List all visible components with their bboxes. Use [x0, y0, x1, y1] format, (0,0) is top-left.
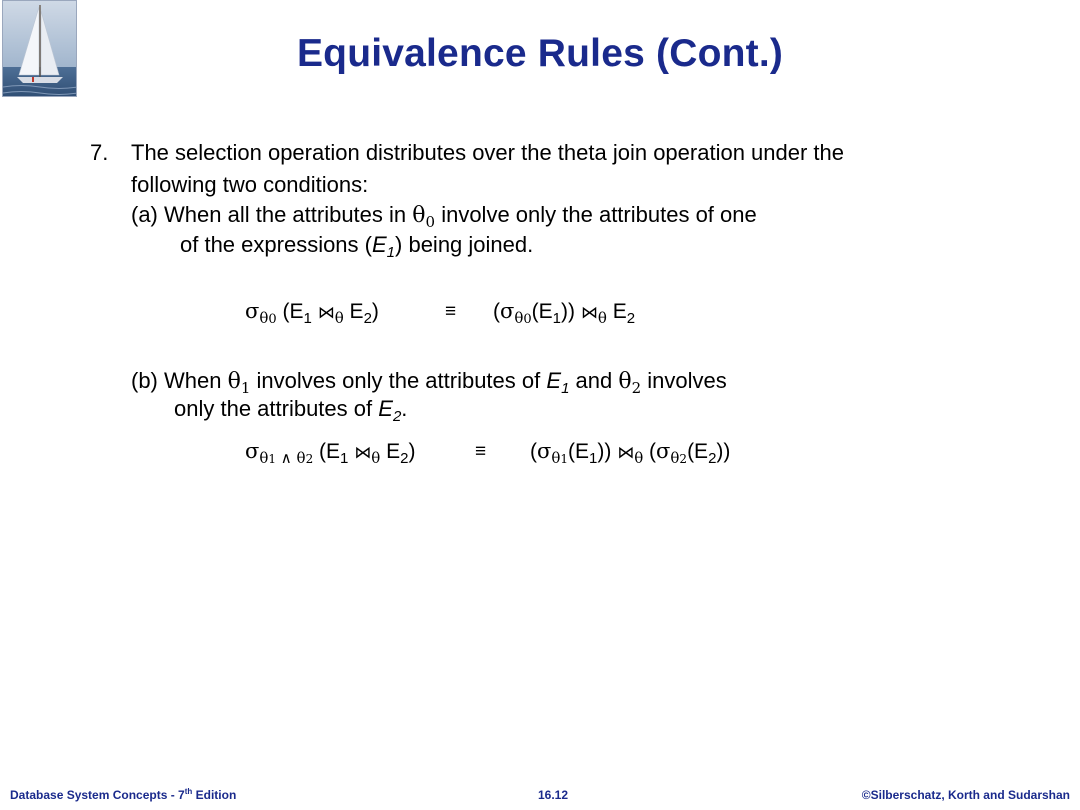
theta1-symbol: $\theta_1$ — [227, 369, 251, 397]
condition-a-text2: involve only the attributes of one — [441, 202, 757, 227]
rule-number: 7. — [90, 140, 109, 165]
e2-expr: $E_2$ — [378, 396, 402, 425]
condition-a-line2 — [180, 232, 534, 261]
formula-b-lhs: $\sigma_{\theta 1 \wedge \theta 2}$ ($E_1$ $⋈_\theta$ $E_2$) — [245, 439, 416, 467]
formula-b-equiv: ≡ — [475, 441, 487, 462]
condition-a-line2-text: of the expressions ( — [180, 232, 372, 257]
formula-a-rhs: $(\sigma_{\theta 0}(E_1))$ $⋈_\theta$ $E_2$ — [493, 299, 636, 327]
footer-slide-number: 16.12 — [538, 788, 569, 802]
rule-intro-line1: The selection operation distributes over the theta join operation under the — [131, 140, 845, 165]
condition-b-label: (b) When — [131, 368, 222, 393]
condition-a-text1: When all the attributes in — [164, 202, 407, 227]
theta0-symbol: $\theta_0$ — [412, 203, 436, 231]
condition-a-label: (a) — [131, 202, 158, 227]
rule-intro-line2: following two conditions: — [131, 172, 369, 197]
e1-expr: $E_1$ — [371, 232, 396, 261]
condition-b-and: and — [575, 368, 613, 393]
formula-a-lhs: $\sigma_{\theta 0}$ ($E_1$ $⋈_\theta$ $E_2$) — [245, 299, 379, 327]
condition-b-line1 — [131, 368, 727, 395]
condition-b-text1: involves only the attributes of — [256, 368, 541, 393]
footer-copyright: ©Silberschatz, Korth and Sudarshan — [861, 788, 1070, 802]
formula-b-rhs: $(\sigma_{\theta 1}(E_1))$ $⋈_\theta$ $(\sigma_{\theta 2}(E_2))$ — [530, 439, 731, 467]
condition-a-line2-end: ) being joined. — [395, 232, 534, 257]
condition-a-line1 — [131, 202, 757, 229]
condition-b-text2: involves — [647, 368, 727, 393]
condition-b-line2-text: only the attributes of — [174, 396, 373, 421]
condition-b-line2: only the attributes of $E_2$. — [174, 396, 408, 425]
footer-book-title: Database System Concepts - 7th Edition — [10, 787, 237, 802]
theta2-symbol: $\theta_2$ — [618, 369, 642, 397]
e1-expr-b: $E_1$ — [546, 368, 570, 397]
formula-a-equiv: ≡ — [445, 301, 457, 322]
slide-title: Equivalence Rules (Cont.) — [296, 32, 784, 75]
